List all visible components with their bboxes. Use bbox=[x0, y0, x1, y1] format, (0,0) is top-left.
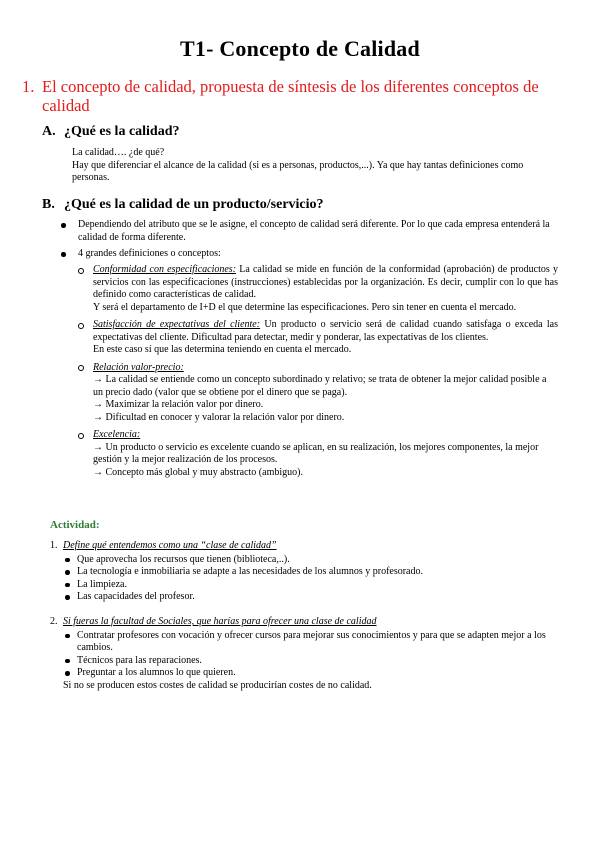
list-item: Las capacidades del profesor. bbox=[63, 591, 558, 604]
list-item: Que aprovecha los recursos que tienen (biblioteca,..). bbox=[63, 554, 558, 567]
question-1-label: Define qué entendemos como una “clase de calidad” bbox=[63, 540, 277, 551]
definition-line: → Maximizar la relación valor por dinero. bbox=[93, 399, 264, 410]
definition-term: Excelencia: bbox=[93, 429, 141, 440]
activity-question-1 bbox=[50, 540, 558, 604]
question-1-number: 1. bbox=[50, 540, 58, 551]
definition-satisfaccion bbox=[76, 319, 558, 357]
definition-extra: En este caso sí que las determina teniendo en cuenta el mercado. bbox=[93, 344, 352, 355]
section-a-line: La calidad…. ¿de qué? bbox=[72, 147, 165, 158]
section-1-heading bbox=[22, 77, 582, 115]
section-b-heading bbox=[42, 197, 324, 213]
activity-title: Actividad: bbox=[50, 519, 100, 531]
activity-question-2 bbox=[50, 616, 558, 692]
definition-text: Un producto o servicio será de calidad cuando satisfaga o exceda las expectativas del cliente. Dificultad para detectar, medir y ponderar, las expectativas de los clientes. bbox=[93, 319, 558, 343]
definition-term: Relación valor-precio: bbox=[93, 361, 184, 373]
question-1-text bbox=[50, 540, 558, 553]
definition-excelencia bbox=[76, 429, 558, 479]
list-item: Contratar profesores con vocación y ofrecer cursos para mejorar sus conocimientos y para que se adapten mejor a los cambios. bbox=[63, 630, 558, 655]
section-a-number: A. bbox=[42, 124, 56, 139]
section-b-number: B. bbox=[42, 197, 55, 212]
closing-note: Si no se producen estos costes de calidad se producirían costes de no calidad. bbox=[63, 679, 372, 691]
definition-line: → Dificultad en conocer y valorar la relación valor por dinero. bbox=[93, 411, 345, 423]
question-2-answers bbox=[63, 630, 558, 693]
list-item: La tecnología e inmobiliaria se adapte a las necesidades de los alumnos y profesorado. bbox=[63, 566, 558, 579]
section-a-text: ¿Qué es la calidad? bbox=[64, 124, 180, 139]
list-item: Preguntar a los alumnos lo que quieren. bbox=[63, 667, 558, 680]
list-item: Dependiendo del atributo que se le asigne, el concepto de calidad será diferente. Por lo que cada empresa entenderá la calidad de forma diferente. bbox=[52, 219, 560, 244]
section-a-heading bbox=[42, 124, 180, 140]
definition-text: La calidad se mide en función de la conformidad (aprobación) de productos y servicios con las especificaciones (instrucciones) establecidas por la organización. Es decir, cumplir con lo que has definido como características de calidad. bbox=[93, 264, 558, 300]
definition-extra: Y será el departamento de I+D el que determine las especificaciones. Pero sin tener en cuenta el mercado. bbox=[93, 301, 517, 313]
page-title: T1- Concepto de Calidad bbox=[180, 36, 420, 61]
section-1-text: El concepto de calidad, propuesta de síntesis de los diferentes conceptos de calidad bbox=[42, 77, 539, 115]
section-1-number: 1. bbox=[22, 77, 35, 96]
definition-line: → Un producto o servicio es excelente cuando se aplican, en su realización, los mejores componentes, la mejor gestión y la mejor realización de los procesos. bbox=[93, 441, 539, 465]
section-a-body bbox=[72, 147, 552, 185]
definition-line: → La calidad se entiende como un concepto subordinado y relativo; se trata de obtener la mejor calidad posible a un precio dado (valor que se obtiene por el dinero que se paga). bbox=[93, 374, 547, 398]
section-b-text: ¿Qué es la calidad de un producto/servicio? bbox=[64, 197, 324, 212]
definition-relacion bbox=[76, 362, 558, 425]
definition-term: Satisfacción de expectativas del cliente: bbox=[93, 319, 261, 330]
question-2-label: Si fueras la facultad de Sociales, que harías para ofrecer una clase de calidad bbox=[63, 616, 377, 627]
question-1-answers bbox=[63, 554, 558, 604]
section-a-line: Hay que diferenciar el alcance de la calidad (si es a personas, productos,...). Ya que hay tantas definiciones como personas. bbox=[72, 159, 524, 183]
list-item: 4 grandes definiciones o conceptos: bbox=[52, 248, 560, 261]
definitions-list bbox=[76, 264, 558, 484]
list-item: Técnicos para las reparaciones. bbox=[63, 655, 558, 668]
question-2-text bbox=[50, 616, 558, 629]
definition-conformidad bbox=[76, 264, 558, 314]
definition-term: Conformidad con especificaciones: bbox=[93, 264, 237, 275]
question-2-number: 2. bbox=[50, 616, 58, 627]
section-b-bullets bbox=[52, 219, 560, 261]
definition-line: → Concepto más global y muy abstracto (ambiguo). bbox=[93, 466, 303, 478]
list-item: La limpieza. bbox=[63, 579, 558, 592]
